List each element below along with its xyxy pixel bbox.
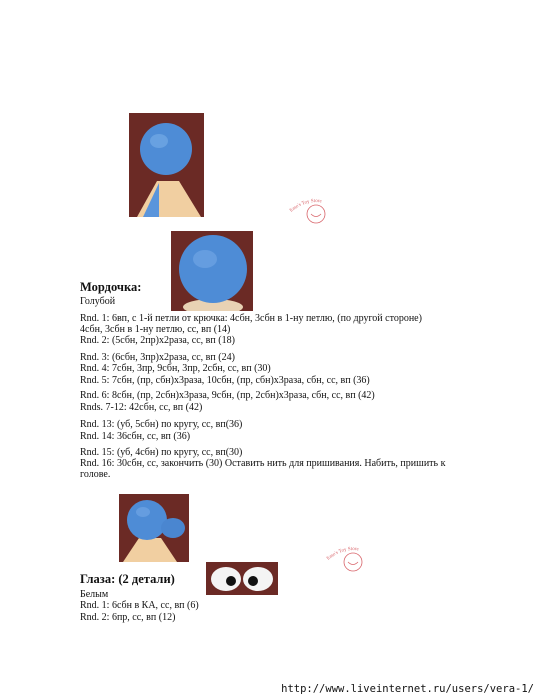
round-line: Rnd. 6: 8сбн, (пр, 2сбн)х3раза, 9сбн, (пр, 2сбн)х3раза, сбн, сс, вп (42): [80, 390, 375, 401]
store-stamp-logo: [285, 190, 347, 226]
round-line: Rnd. 13: (уб, 5сбн) по кругу, сс, вп(36): [80, 419, 243, 430]
round-line: Rnd. 16: 30сбн, сс, закончить (30) Оставить нить для пришивания. Набить, пришить к голове.: [80, 458, 446, 480]
photo-blue-sphere: [171, 231, 253, 311]
photo-head-with-snout: [119, 494, 189, 562]
section-heading-face: Мордочка:: [80, 280, 142, 294]
svg-text:Emo's Toy Store: Emo's Toy Store: [289, 198, 322, 214]
round-line: Rnd. 5: 7сбн, (пр, сбн)х3раза, 10сбн, (пр, сбн)х3раза, сбн, сс, вп (36): [80, 375, 370, 386]
svg-text:Emo's Toy Store: Emo's Toy Store: [326, 546, 359, 562]
round-line: Rnd. 1: 6вп, с 1-й петли от крючка: 4сбн, 3сбн в 1-ну петлю, (по другой стороне): [80, 313, 422, 324]
round-line: Rnd. 2: 6пр, сс, вп (12): [80, 612, 176, 623]
round-line: Rnd. 4: 7сбн, 3пр, 9сбн, 3пр, 2сбн, сс, вп (30): [80, 363, 271, 374]
round-line: Rnd. 15: (уб, 4сбн) по кругу, сс, вп(30): [80, 447, 243, 458]
source-url: http://www.liveinternet.ru/users/vera-1/: [281, 683, 534, 695]
color-label-face: Голубой: [80, 296, 116, 307]
photo-head-on-body: [129, 113, 204, 217]
round-line: Rnd. 3: (6сбн, 3пр)х2раза, сс, вп (24): [80, 352, 235, 363]
store-stamp-logo: [322, 538, 384, 574]
round-line: Rnd. 14: 36сбн, сс, вп (36): [80, 431, 191, 442]
round-line: Rnds. 7-12: 42сбн, сс, вп (42): [80, 402, 203, 413]
round-line: Rnd. 2: (5сбн, 2пр)х2раза, сс, вп (18): [80, 335, 235, 346]
round-line: 4сбн, 3сбн в 1-ну петлю, сс, вп (14): [80, 324, 231, 335]
color-label-eyes: Белым: [80, 589, 109, 600]
section-heading-eyes: Глаза: (2 детали): [80, 572, 175, 586]
photo-eyes: [206, 562, 278, 595]
round-line: Rnd. 1: 6сбн в КА, сс, вп (6): [80, 600, 199, 611]
